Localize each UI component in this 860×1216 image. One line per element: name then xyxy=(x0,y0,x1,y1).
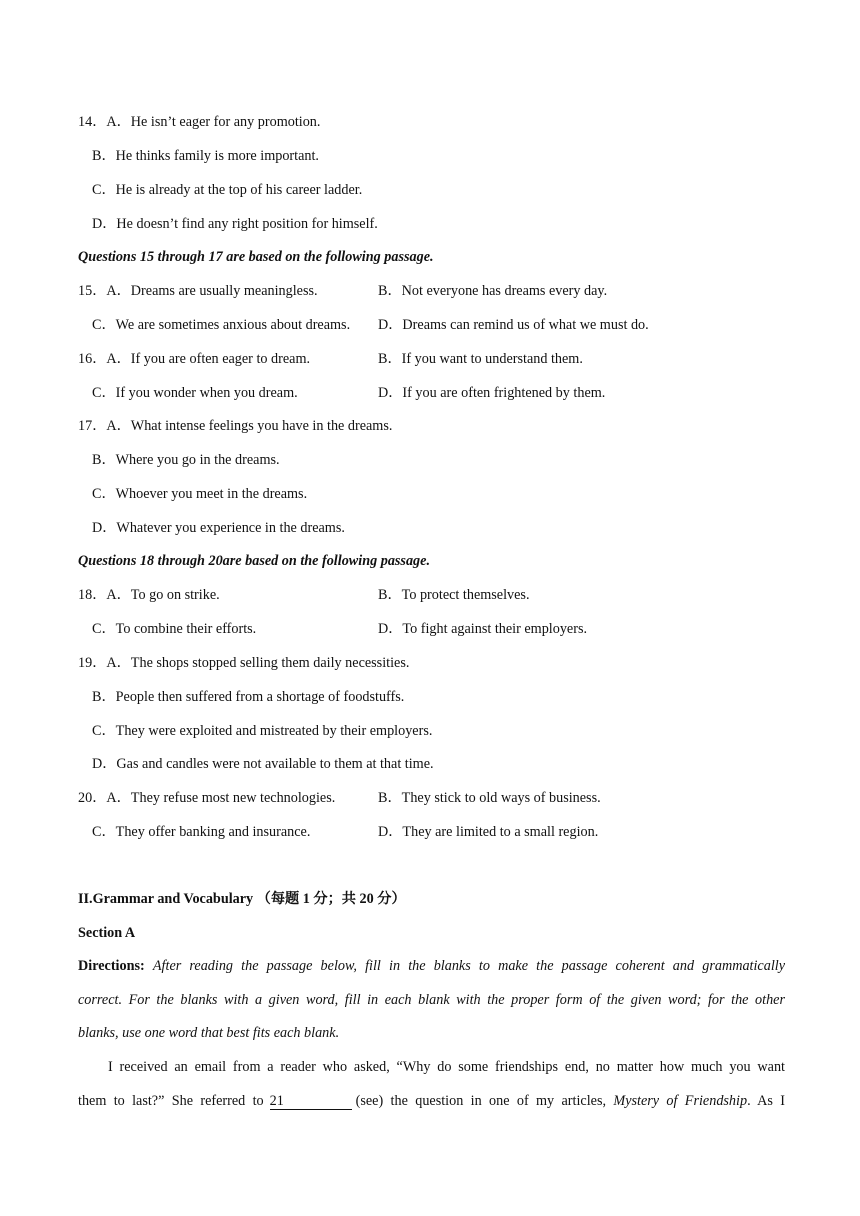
q18-option-d: D．To fight against their employers. xyxy=(378,621,588,637)
q19-option-b: B．People then suffered from a shortage of foodstuffs. xyxy=(92,689,405,705)
section-title-grammar-vocabulary: II.Grammar and Vocabulary （每题 1 分；共 20 分） xyxy=(78,891,406,907)
q18-option-c: C．To combine their efforts. xyxy=(92,621,257,637)
directions-text-1: After reading the passage below, fill in the blanks to make the passage coherent and grammatically xyxy=(152,958,786,974)
q20-option-b: B．They stick to old ways of business. xyxy=(378,790,601,806)
q14-option-d: D．He doesn’t find any right position for himself. xyxy=(92,216,378,232)
q15-option-c: C．We are sometimes anxious about dreams. xyxy=(92,317,351,333)
q17-option-b: B．Where you go in the dreams. xyxy=(92,452,280,468)
article-title: Mystery of Friendship xyxy=(613,1093,748,1109)
directions-label: Directions: xyxy=(78,958,145,974)
q19-option-d: D．Gas and candles were not available to them at that time. xyxy=(92,756,434,772)
q20-option-d: D．They are limited to a small region. xyxy=(378,824,599,840)
q19-option-c: C．They were exploited and mistreated by their employers. xyxy=(92,723,433,739)
q16-option-a: 16．A．If you are often eager to dream. xyxy=(78,351,311,367)
directions-line-2: correct. For the blanks with a given word, fill in each blank with the proper form of the given word; for the other xyxy=(78,992,785,1008)
q19-option-a: 19．A．The shops stopped selling them daily necessities. xyxy=(78,655,410,671)
directions-line-1 xyxy=(78,950,785,984)
passage-line-2 xyxy=(78,1085,785,1119)
passage-line-2-end: . As I xyxy=(747,1093,786,1109)
q15-option-d: D．Dreams can remind us of what we must do. xyxy=(378,317,649,333)
q17-option-a: 17．A．What intense feelings you have in the dreams. xyxy=(78,418,393,434)
q15-option-a: 15．A．Dreams are usually meaningless. xyxy=(78,283,318,299)
q14-option-c: C．He is already at the top of his career ladder. xyxy=(92,182,363,198)
directions-line-3: blanks, use one word that best fits each blank. xyxy=(78,1025,340,1041)
passage-heading-18-20: Questions 18 through 20are based on the following passage. xyxy=(78,553,430,569)
q15-option-b: B．Not everyone has dreams every day. xyxy=(378,283,608,299)
q18-option-a: 18．A．To go on strike. xyxy=(78,587,220,603)
q20-option-a: 20．A．They refuse most new technologies. xyxy=(78,790,336,806)
blank-21: 21 xyxy=(270,1093,352,1110)
q17-option-d: D．Whatever you experience in the dreams. xyxy=(92,520,345,536)
q18-option-b: B．To protect themselves. xyxy=(378,587,530,603)
passage-line-1: I received an email from a reader who asked, “Why do some friendships end, no matter how much you want xyxy=(108,1059,785,1075)
passage-line-2-middle: (see) the question in one of my articles, xyxy=(355,1093,607,1109)
q17-option-c: C．Whoever you meet in the dreams. xyxy=(92,486,308,502)
q16-option-c: C．If you wonder when you dream. xyxy=(92,385,298,401)
q20-option-c: C．They offer banking and insurance. xyxy=(92,824,311,840)
q14-option-a: 14．A．He isn’t eager for any promotion. xyxy=(78,114,321,130)
q16-option-b: B．If you want to understand them. xyxy=(378,351,583,367)
passage-line-2-start: them to last?” She referred to xyxy=(78,1093,264,1109)
q14-option-b: B．He thinks family is more important. xyxy=(92,148,319,164)
passage-heading-15-17: Questions 15 through 17 are based on the following passage. xyxy=(78,249,434,265)
section-a-label: Section A xyxy=(78,925,136,941)
q16-option-d: D．If you are often frightened by them. xyxy=(378,385,606,401)
